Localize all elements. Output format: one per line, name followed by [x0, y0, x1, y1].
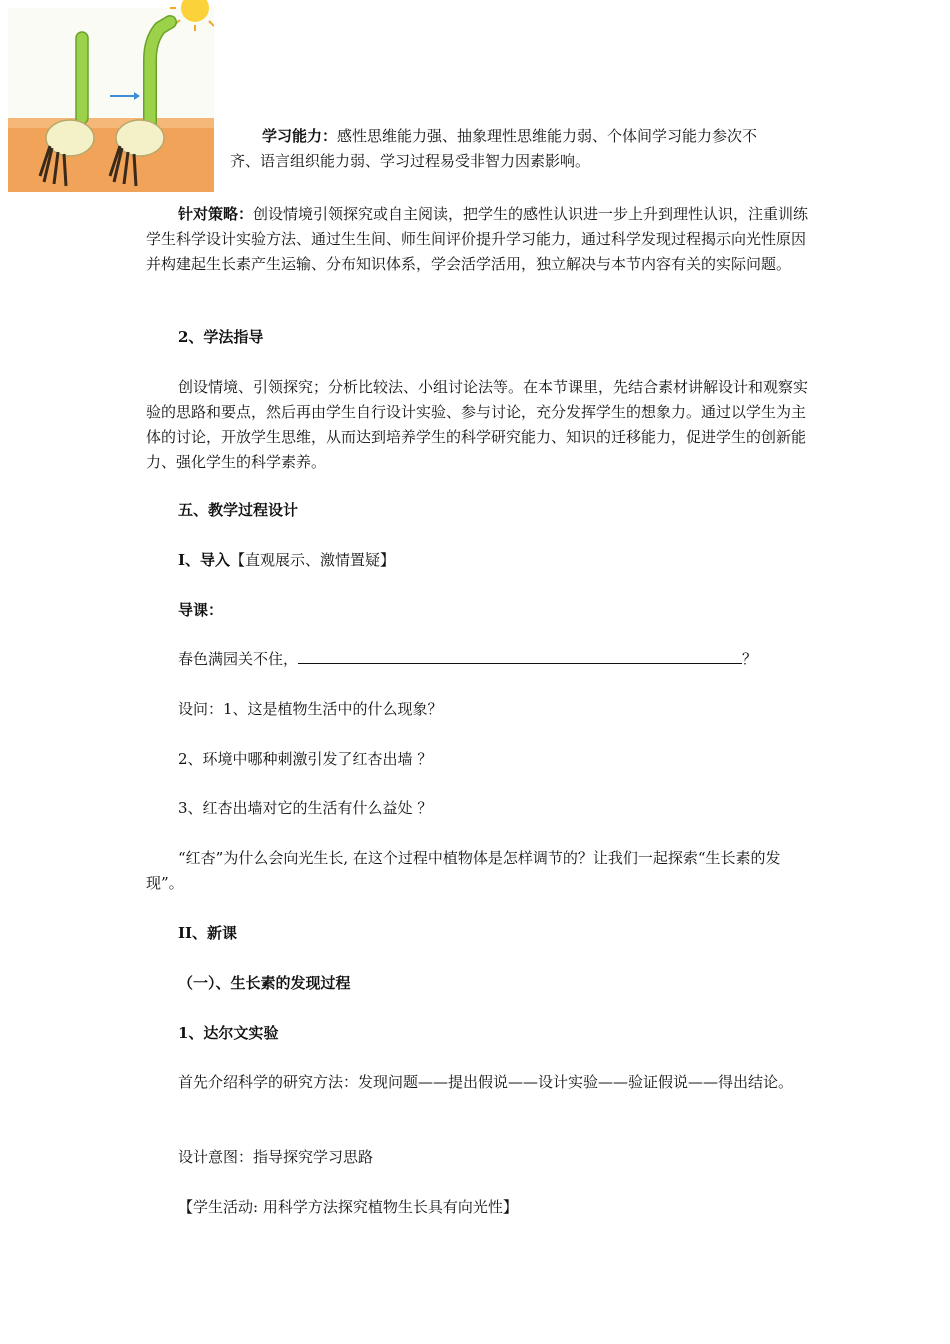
- strategy-label: 针对策略：: [178, 205, 254, 223]
- question-2: 2、环境中哪种刺激引发了红杏出墙 ？: [178, 750, 433, 768]
- research-method-paragraph: 首先介绍科学的研究方法：发现问题——提出假说——设计实验——验证假说——得出结论。: [178, 1073, 794, 1091]
- intro-heading-rest: 【直观展示、激情置疑】: [230, 551, 396, 569]
- learning-ability-text-2: 齐、语言组织能力弱、学习过程易受非智力因素影响。: [230, 152, 591, 170]
- question-1: 设问：1、这是植物生活中的什么现象？: [178, 700, 443, 718]
- strategy-text: 创设情境引领探究或自主阅读，把学生的感性认识进一步上升到理性认识，注重训练学生科学设计实验方法、通过生生间、师生间评价提升学习能力，通过科学发现过程揭示向光性原因并构建起生长素产生运输、分布知识体系，学会活学活用，独立解决与本节内容有关的实际问题。: [146, 205, 809, 273]
- learning-ability-text: 感性思维能力强、抽象理性思维能力弱、个体间学习能力参次不: [337, 127, 758, 145]
- seedling-phototropism-illustration: [0, 0, 214, 192]
- poem-prefix: 春色满园关不住，: [178, 650, 299, 668]
- design-intent-line: 设计意图：指导探究学习思路: [178, 1148, 374, 1166]
- new-lesson-heading: II、新课: [178, 924, 238, 942]
- transition-paragraph: “红杏”为什么会向光生长, 在这个过程中植物体是怎样调节的？让我们一起探索“生长素的发现”。: [146, 849, 781, 892]
- poem-line: [146, 647, 810, 672]
- intro-heading: [146, 548, 810, 573]
- poem-suffix: ？: [742, 650, 758, 668]
- study-guide-text: 创设情境、引领探究；分析比较法、小组讨论法等。在本节课里，先结合素材讲解设计和观察实验的思路和要点，然后再由学生自行设计实验、参与讨论，充分发挥学生的想象力。通过以学生为主体的讨论，开放学生思维，从而达到培养学生的科学研究能力、知识的迁移能力，促进学生的创新能力、强化学生的科学素养。: [146, 378, 809, 471]
- question-3: 3、红杏出墙对它的生活有什么益处 ？: [178, 799, 433, 817]
- intro-subheading: 导课：: [178, 601, 224, 619]
- study-guide-heading: 2、学法指导: [178, 328, 264, 346]
- section-five-heading: 五、教学过程设计: [178, 501, 299, 519]
- student-activity-line: 【学生活动: 用科学方法探究植物生长具有向光性】: [178, 1198, 518, 1216]
- discovery-process-heading: （一）、生长素的发现过程: [178, 974, 351, 992]
- intro-heading-bold: I、导入: [178, 551, 231, 569]
- learning-ability-paragraph: [230, 124, 810, 174]
- learning-ability-label: 学习能力：: [262, 127, 338, 145]
- strategy-paragraph: [146, 202, 810, 277]
- poem-fill-blank: [298, 648, 742, 664]
- darwin-experiment-heading: 1、达尔文实验: [178, 1024, 279, 1042]
